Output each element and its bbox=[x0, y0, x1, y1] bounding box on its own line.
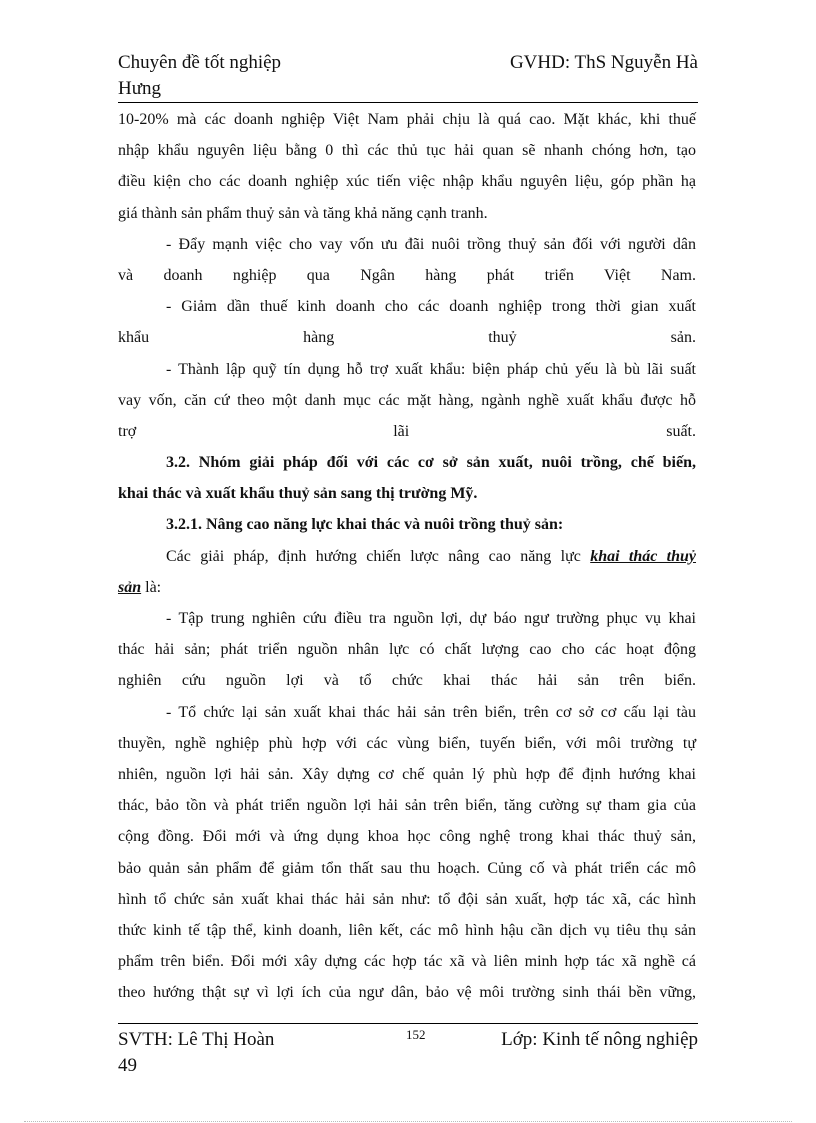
paragraph-line: - Tập trung nghiên cứu điều tra nguồn lợi, dự báo ngư trường phục vụ khai bbox=[166, 610, 696, 627]
footer-class: Lớp: Kinh tế nông nghiệp bbox=[501, 1029, 698, 1050]
paragraph-line: cộng đồng. Đổi mới và ứng dụng khoa học công nghệ trong khai thác thuỷ sản, bbox=[118, 828, 696, 846]
paragraph-line: vay vốn, căn cứ theo một danh mục các mặt hàng, ngành nghề xuất khẩu được hỗ bbox=[118, 391, 696, 409]
emphasis-link-continued[interactable]: sản bbox=[118, 578, 142, 596]
page-number: 152 bbox=[406, 1027, 426, 1042]
footer-student-continued: 49 bbox=[118, 1055, 137, 1076]
paragraph-line: hình tổ chức sản xuất khai thác hải sản như: tổ đội sản xuất, hợp tác xã, các hình bbox=[118, 890, 696, 908]
paragraph-line: nhiên, nguồn lợi hải sản. Xây dựng cơ chế quản lý phù hợp để định hướng khai bbox=[118, 765, 696, 783]
paragraph-line: - Tổ chức lại sản xuất khai thác hải sản trên biển, trên cơ sở cơ cấu lại tàu bbox=[166, 703, 696, 721]
paragraph-line: - Giảm dần thuế kinh doanh cho các doanh nghiệp trong thời gian xuất bbox=[166, 298, 696, 316]
subsection-heading: 3.2.1. Nâng cao năng lực khai thác và nuôi trồng thuỷ sản: bbox=[166, 516, 564, 534]
paragraph-line: phẩm trên biển. Đổi mới xây dựng các hợp tác xã và liên minh hợp tác xã nghề cá bbox=[118, 953, 696, 971]
paragraph-line: thuyền, nghề nghiệp phù hợp với các vùng biển, tuyến biển, với môi trường tự bbox=[118, 734, 696, 752]
paragraph-line: - Thành lập quỹ tín dụng hỗ trợ xuất khẩu: biện pháp chủ yếu là bù lãi suất bbox=[166, 360, 696, 378]
paragraph-line: và doanh nghiệp qua Ngân hàng phát triển Việt Nam. bbox=[118, 266, 696, 284]
paragraph-line: điều kiện cho các doanh nghiệp xúc tiến việc nhập khẩu nguyên liệu, góp phần hạ bbox=[118, 173, 696, 191]
body-text bbox=[118, 104, 696, 1008]
paragraph-line: theo hướng thật sự vì lợi ích của ngư dân, bảo vệ môi trường sinh thái bền vững, bbox=[118, 984, 696, 1002]
paragraph-line: nhập khẩu nguyên liệu bằng 0 thì các thủ tục hải quan sẽ nhanh chóng hơn, tạo bbox=[118, 142, 696, 160]
paragraph-line: nghiên cứu nguồn lợi và tổ chức khai thác hải sản trên biển. bbox=[118, 672, 696, 690]
footer-student: SVTH: Lê Thị Hoàn bbox=[118, 1029, 275, 1050]
paragraph-line: trợ lãi suất. bbox=[118, 422, 696, 440]
paragraph-line: thác hải sản; phát triển nguồn nhân lực có chất lượng cao cho các hoạt động bbox=[118, 641, 696, 659]
paragraph-text: Các giải pháp, định hướng chiến lược nâng cao năng lực bbox=[166, 547, 581, 565]
paragraph-line bbox=[118, 541, 696, 572]
emphasis-link[interactable]: khai thác thuỷ bbox=[590, 547, 697, 565]
paragraph-line bbox=[118, 572, 696, 603]
paragraph-line: thác, bảo tồn và phát triển nguồn lợi hải sản trên biển, tăng cường sự tham gia của bbox=[118, 797, 696, 815]
page-edge-dotted-line bbox=[24, 1121, 792, 1122]
section-heading-line: khai thác và xuất khẩu thuỷ sản sang thị trường Mỹ. bbox=[118, 485, 478, 503]
header-rule bbox=[118, 102, 698, 103]
paragraph-text: là: bbox=[145, 578, 162, 596]
header-advisor-continued: Hưng bbox=[118, 78, 162, 99]
paragraph-line: giá thành sản phẩm thuỷ sản và tăng khả năng cạnh tranh. bbox=[118, 204, 488, 222]
paragraph-line: 10-20% mà các doanh nghiệp Việt Nam phải chịu là quá cao. Mặt khác, khi thuế bbox=[118, 111, 696, 128]
section-heading-line: 3.2. Nhóm giải pháp đối với các cơ sở sản xuất, nuôi trồng, chế biến, bbox=[166, 454, 696, 472]
paragraph-line: - Đẩy mạnh việc cho vay vốn ưu đãi nuôi trồng thuỷ sản đối với người dân bbox=[166, 235, 696, 253]
paragraph-line: bảo quản sản phẩm để giảm tổn thất sau thu hoạch. Củng cố và phát triển các mô bbox=[118, 859, 696, 877]
header-advisor: GVHD: ThS Nguyễn Hà bbox=[509, 52, 698, 73]
paragraph-line: khẩu hàng thuỷ sản. bbox=[118, 329, 696, 347]
header-thesis-title: Chuyên đề tốt nghiệp bbox=[118, 52, 282, 73]
paragraph-line: thức kinh tế tập thể, kinh doanh, liên kết, các mô hình hậu cần dịch vụ tiêu thụ sản bbox=[118, 921, 696, 939]
